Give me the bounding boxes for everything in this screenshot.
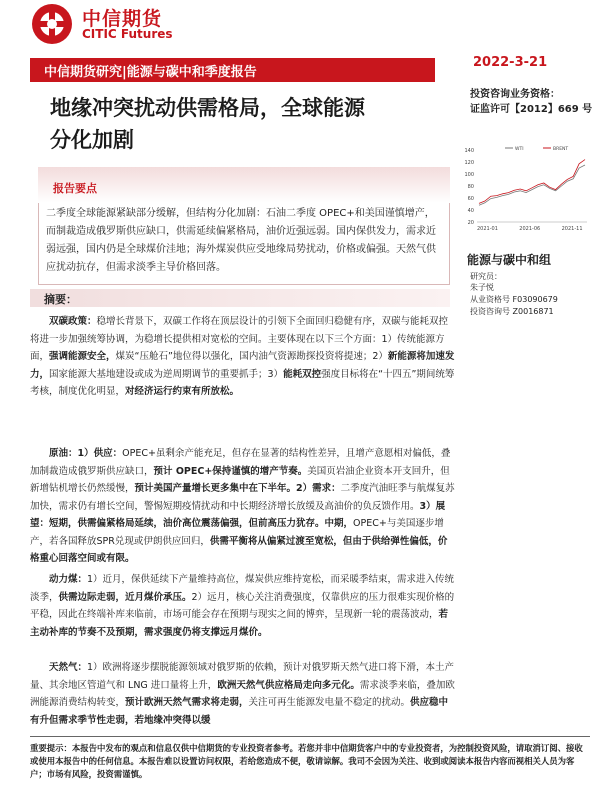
- y-tick-label: 20: [467, 220, 474, 226]
- paragraph-natural-gas: [30, 659, 455, 729]
- paragraph-segment: 煤炭“压舱石”地位得以强化，国内油气资源勘探投资将提速；2）: [115, 351, 388, 362]
- report-title-line-1: 地缘冲突扰动供需格局，全球能源: [50, 96, 365, 120]
- report-title-line-2: 分化加剧: [50, 128, 134, 152]
- report-title: [50, 92, 430, 156]
- y-tick-label: 140: [464, 148, 474, 154]
- disclaimer: 重要提示：本报告中发布的观点和信息仅供中信期货的专业投资者参考。若您并非中信期货客户中的专业投资者，为控制投资风险，请取消订阅、接收或使用本报告中的任何信息。本报告难以设置访问权限，若给您造成不便，敬请谅解。我司不会因为关注、收到或阅读本报告内容而视相关人员为客户；市场有风险，投资需谨慎。: [30, 743, 583, 779]
- paragraph-segment: 对经济运行约束有所放松。: [125, 386, 240, 397]
- citic-logo-icon: [30, 2, 74, 46]
- paragraph-segment: 关注可再生能源发电量不稳定的扰动。: [248, 697, 411, 708]
- paragraph-segment: 2）远月，核心关注消费强度，仅靠供应的压力很难实现价格的平稳，因此在终端补库来临前，市场可能会存在预期与现实之间的博弈，呈现新一轮的震荡波动，: [30, 591, 455, 620]
- series-line-wti: [479, 165, 585, 205]
- paragraph-thermal-coal: [30, 571, 455, 641]
- summary-label: 报告要点: [53, 182, 97, 195]
- paragraph-segment: 原油：1）供应：: [49, 448, 123, 459]
- paragraph-segment: 1）欧洲将逐步摆脱能源领域对俄罗斯的依赖，预计对俄罗斯天然气进口将下滑，本土产量、其余地区管道气和 LNG 进口量将上升，: [30, 662, 455, 691]
- paragraph-segment: 美国页岩油企业资本开支回升，但新增钻机增长仍然缓慢，: [30, 465, 450, 494]
- paragraph-segment: 3）展望：短期，供需偏紧格局延续，油价高位震荡偏强，但前高压力犹存。中期，: [30, 500, 446, 529]
- abstract-label: 摘要：: [44, 293, 77, 306]
- analyst-role: 研究员：: [470, 272, 502, 281]
- paragraph-segment: 双碳政策：: [49, 316, 97, 327]
- paragraph-segment: 欧洲天然气供应格局走向多元化。: [217, 679, 360, 691]
- footer-divider: [30, 736, 590, 737]
- paragraph-segment: 强度目标将在“十四五”期间统筹考核，制度优化明显，: [30, 368, 455, 397]
- y-tick-label: 60: [467, 196, 474, 202]
- summary-header: [38, 167, 450, 203]
- series-title: 中信期货研究|能源与碳中和季度报告: [44, 65, 257, 80]
- paragraph-segment: 二季度汽油旺季与航煤复苏加快，需求仍有增长空间，警惕短期疫情扰动和中长期经济增长放缓及高油价的负反馈作用。: [30, 483, 455, 512]
- paragraph-segment: 预计欧洲天然气需求将走弱，: [125, 697, 249, 708]
- paragraph-segment: 动力煤：: [49, 574, 88, 585]
- summary-text: 二季度全球能源紧缺部分缓解，但结构分化加剧：石油二季度 OPEC+和美国谨慎增产，而制裁造成俄罗斯供应缺口，供需延续偏紧格局，油价近强远弱。国内保供发力，需求近弱远强，国内仍是全球煤价洼地；海外煤炭供应受地缘局势扰动，价格或偏强。天然气供应扰动抗存，但需求淡季主导价格回落。: [46, 208, 436, 273]
- paragraph-segment: 1）近月，保供延续下产量维持高位，煤炭供应维持宽松，而采暖季结束，需求进入传统淡季，: [30, 574, 455, 603]
- legend-label: WTI: [515, 147, 524, 152]
- paragraph-segment: 需求淡季来临，叠加欧洲能源消费结构转变，: [30, 679, 455, 708]
- analyst-name: 朱子悦: [470, 283, 494, 292]
- research-group: 能源与碳中和组: [467, 253, 552, 267]
- license-line-2: 证监许可【2012】669 号: [470, 104, 593, 115]
- analyst-consult-id: 投资咨询号 Z0016871: [470, 307, 554, 316]
- x-tick-label: 2021-01: [477, 226, 498, 232]
- abstract-bar: [30, 289, 450, 307]
- paragraph-segment: 供应稳中有升但需求季节性走弱，若地缘冲突得以缓: [30, 697, 449, 726]
- paragraph-segment: 若主动补库的节奏不及预期，需求强度仍将支撑远月煤价。: [30, 609, 449, 638]
- oil-price-chart: [455, 140, 595, 240]
- license-line-1: 投资咨询业务资格：: [470, 89, 560, 100]
- brand-name-cn: 中信期货: [82, 8, 163, 30]
- paragraph-segment: 供需边际走弱，近月煤价承压。: [58, 591, 192, 603]
- paragraph-segment: 供需平衡将从偏紧过渡至宽松，但由于供给弹性偏低，价格重心回落空间或有限。: [30, 535, 448, 564]
- paragraph-segment: 国家能源大基地建设或成为逆周期调节的重要抓手；3）: [49, 368, 284, 380]
- analyst-qualification: 从业资格号 F03090679: [470, 295, 558, 304]
- series-line-brent: [479, 160, 585, 204]
- paragraph-carbon-policy: [30, 313, 455, 401]
- legend-label: BRENT: [553, 147, 569, 152]
- y-tick-label: 40: [467, 208, 474, 214]
- y-tick-label: 80: [467, 184, 474, 190]
- paragraph-segment: OPEC+与美国逐步增产，若各国释放SPR兑现或伊朗供应回归，: [30, 518, 444, 547]
- paragraph-segment: 新能源将加速发力，: [30, 351, 455, 380]
- paragraph-segment: 天然气：: [49, 662, 88, 673]
- x-tick-label: 2021-11: [561, 226, 583, 232]
- paragraph-segment: 预计美国产量增长更多集中在下半年。2）需求：: [134, 483, 341, 494]
- x-tick-label: 2021-06: [519, 226, 541, 232]
- report-date: 2022-3-21: [473, 55, 548, 70]
- paragraph-segment: 预计 OPEC+保持谨慎的增产节奏。: [153, 465, 308, 477]
- y-tick-label: 100: [464, 172, 474, 178]
- paragraph-segment: 能耗双控: [283, 368, 322, 380]
- paragraph-segment: OPEC+虽剩余产能充足，但存在显著的结构性差异，且增产意愿相对偏低，叠加制裁造成俄罗斯供应缺口，: [30, 448, 451, 477]
- paragraph-crude-oil: [30, 445, 455, 568]
- paragraph-segment: 稳增长背景下，双碳工作将在顶层设计的引领下全面回归稳健有序，双碳与能耗双控将进一步加强统筹协调，为稳增长提供相对宽松的空间。主要体现在以下三个方面：1）传统能源方面，: [30, 316, 449, 362]
- y-tick-label: 120: [464, 160, 474, 166]
- paragraph-segment: 强调能源安全，: [49, 351, 116, 362]
- brand-name-en: CITIC Futures: [82, 27, 173, 41]
